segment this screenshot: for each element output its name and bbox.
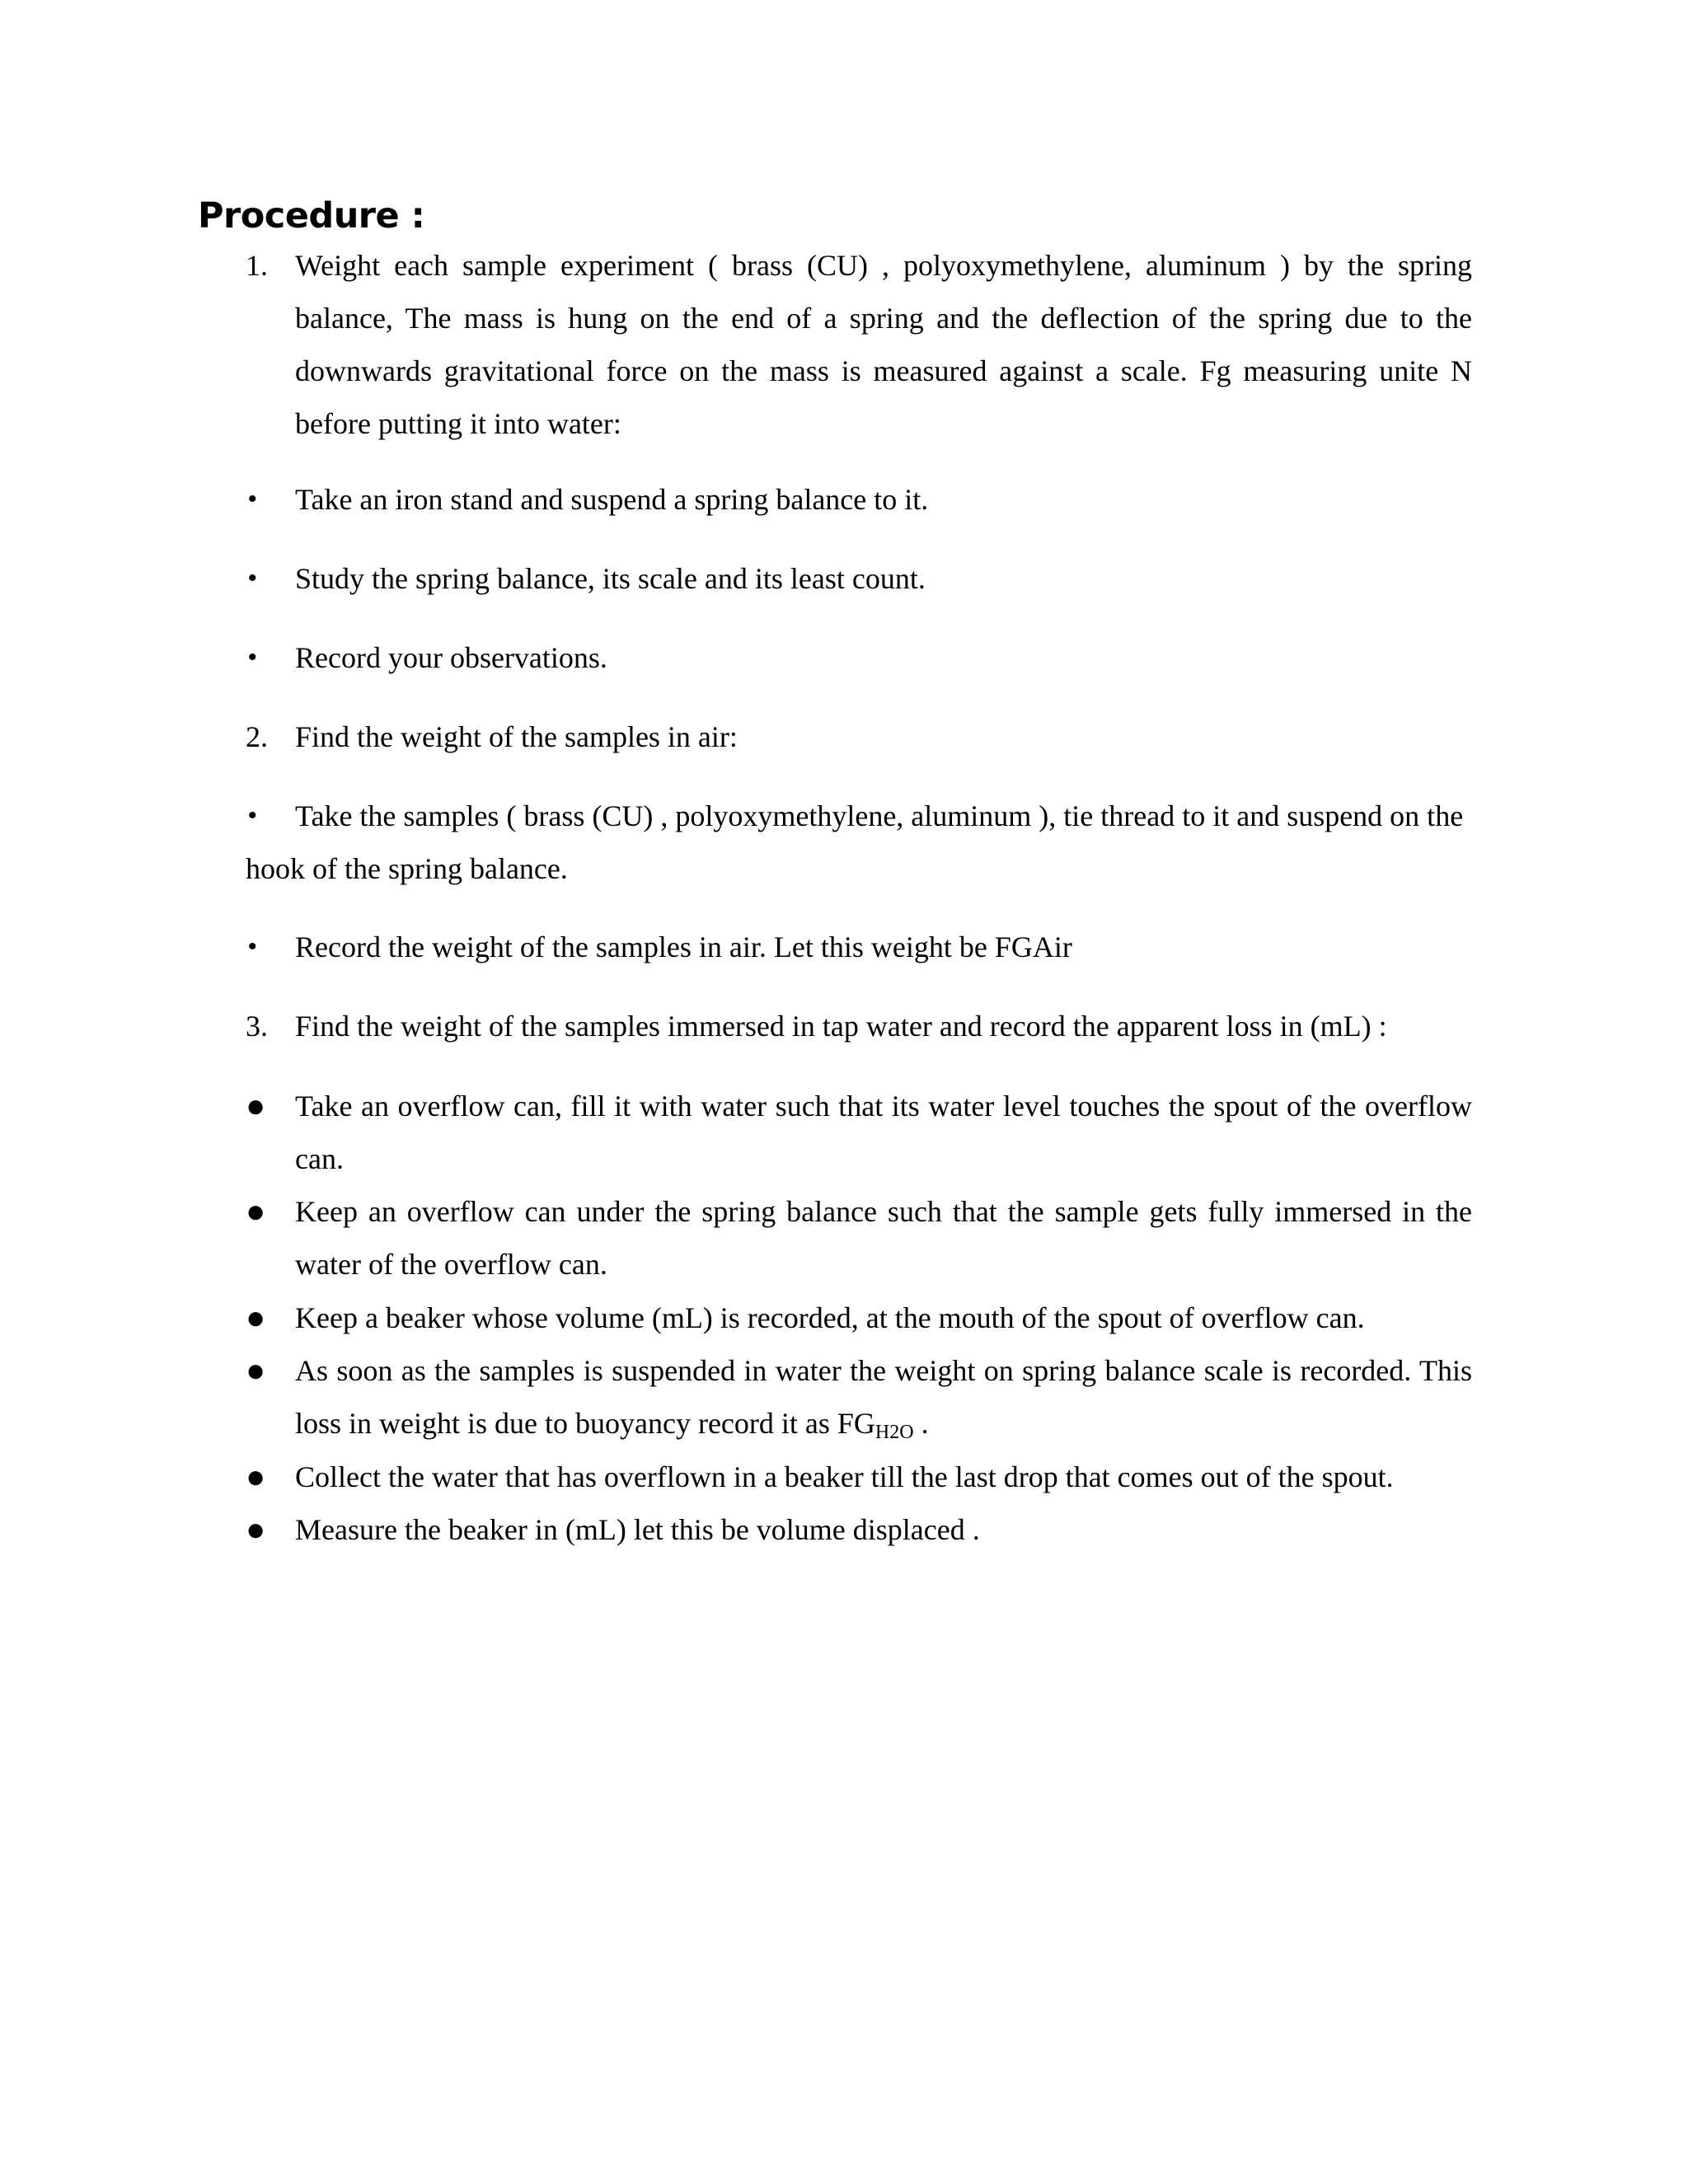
bullet-icon: ● (246, 1352, 266, 1389)
item-text (295, 1344, 1472, 1450)
item-number: 2. (246, 720, 268, 753)
bullet-icon: • (248, 802, 257, 829)
item-text: Keep a beaker whose volume (mL) is recorded, at the mouth of the spout of overflow can. (295, 1301, 1365, 1334)
item-number: 1. (246, 249, 268, 282)
item-text: Study the spring balance, its scale and its least count. (295, 562, 926, 595)
bullet-icon: • (248, 565, 257, 592)
bullet-icon: ● (246, 1193, 266, 1230)
item-text: Find the weight of the samples in air: (295, 720, 738, 753)
bullet-icon: • (248, 644, 257, 671)
bullet-icon: ● (246, 1511, 266, 1548)
item-number: 3. (246, 1010, 268, 1043)
bullet-icon: • (248, 485, 257, 513)
bullet-icon: • (248, 933, 257, 960)
item-text: Find the weight of the samples immersed in tap water and record the apparent loss in (mL) : (295, 1010, 1387, 1043)
item-text: Take the samples ( brass (CU) , polyoxymethylene, aluminum ), tie thread to it and suspend on the hook of the spring balance. (246, 799, 1464, 885)
bullet-icon: ● (246, 1459, 266, 1495)
item-text: Record the weight of the samples in air. Let this weight be FGAir (295, 930, 1072, 963)
item-text: Measure the beaker in (mL) let this be volume displaced . (295, 1513, 980, 1546)
bullet-icon: ● (246, 1088, 266, 1124)
item-text: Take an iron stand and suspend a spring balance to it. (295, 483, 929, 516)
item-text: Record your observations. (295, 641, 607, 674)
item-text-main: As soon as the samples is suspended in water the weight on spring balance scale is recorded. This loss in weight is due to buoyancy record it as FG (295, 1354, 1472, 1440)
item-text-end: . (913, 1407, 929, 1440)
bullet-icon: ● (246, 1300, 266, 1336)
section-heading: Procedure : (198, 195, 425, 237)
item-text: Take an overflow can, fill it with water such that its water level touches the spout of the overflow can. (295, 1090, 1472, 1175)
item-text: Weight each sample experiment ( brass (CU) , polyoxymethylene, aluminum ) by the spring balance, The mass is hung on the end of a spring and the deflection of the spring due to the downwards gravitational force on the mass is measured against a scale. Fg measuring unite N before putting it into water: (295, 249, 1472, 440)
subscript-h2o: H2O (874, 1422, 914, 1443)
item-text: Collect the water that has overflown in a beaker till the last drop that comes out of the spout. (295, 1460, 1394, 1493)
item-text: Keep an overflow can under the spring balance such that the sample gets fully immersed in the water of the overflow can. (295, 1195, 1472, 1281)
